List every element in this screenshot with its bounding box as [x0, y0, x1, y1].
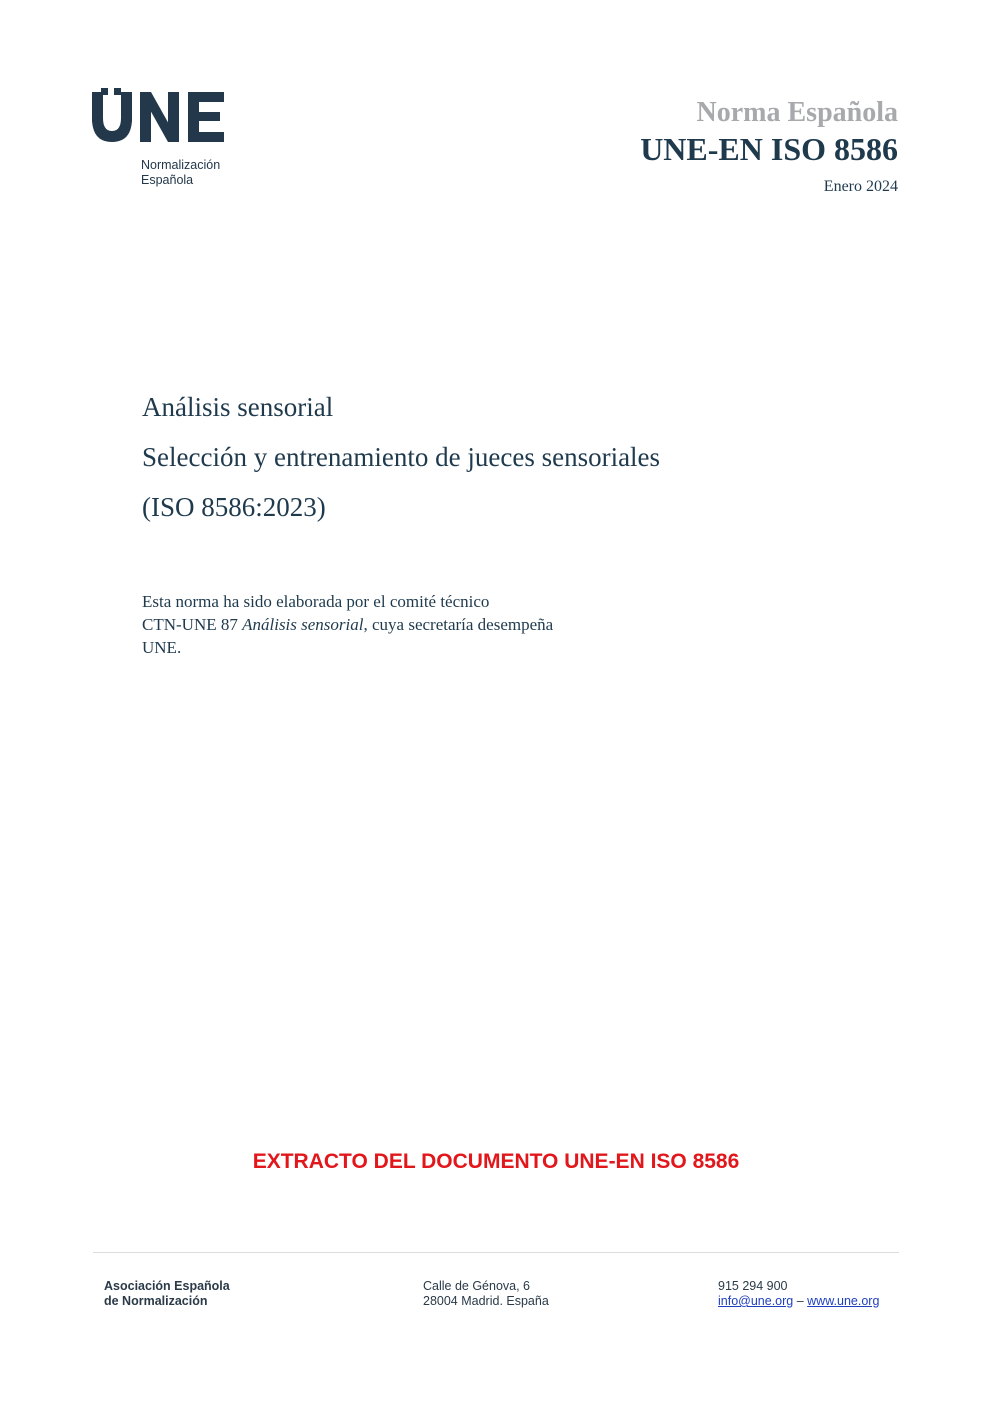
footer-org-line2: de Normalización — [104, 1294, 208, 1308]
footer-contact — [718, 1279, 879, 1309]
norma-label: Norma Española — [696, 97, 898, 128]
committee-name: Análisis sensorial — [242, 615, 364, 634]
logo-subtitle-line2: Española — [141, 173, 194, 187]
title-line-1: Análisis sensorial — [142, 392, 334, 422]
link-separator: – — [793, 1294, 808, 1308]
footer-divider — [93, 1252, 899, 1253]
email-link[interactable]: info@une.org — [718, 1294, 794, 1308]
extract-notice: EXTRACTO DEL DOCUMENTO UNE-EN ISO 8586 — [252, 1150, 740, 1173]
footer-links — [718, 1294, 879, 1309]
committee-line-3: UNE. — [142, 638, 182, 657]
logo-subtitle-line1: Normalización — [141, 158, 221, 172]
committee-line-1: Esta norma ha sido elaborada por el comité técnico — [142, 592, 490, 611]
website-link[interactable]: www.une.org — [807, 1294, 880, 1308]
logo-subtitle — [141, 158, 242, 188]
publication-date: Enero 2024 — [823, 178, 898, 195]
document-title — [142, 382, 660, 532]
committee-statement — [142, 590, 553, 659]
footer-address — [423, 1279, 549, 1309]
footer-phone: 915 294 900 — [718, 1279, 788, 1293]
footer-address-line2: 28004 Madrid. España — [423, 1294, 549, 1308]
une-logo — [92, 88, 242, 188]
committee-code: CTN-UNE 87 — [142, 615, 243, 634]
title-line-3: (ISO 8586:2023) — [142, 492, 326, 522]
title-line-2: Selección y entrenamiento de jueces sensoriales — [142, 442, 661, 472]
committee-line-2-suffix: , cuya secretaría desempeña — [363, 615, 554, 634]
header-right — [640, 96, 898, 196]
committee-line-2 — [142, 613, 553, 636]
footer-org-line1: Asociación Española — [104, 1279, 230, 1293]
standard-code: UNE-EN ISO 8586 — [640, 131, 898, 167]
footer-organization — [104, 1279, 230, 1309]
une-logo-mark — [92, 88, 228, 144]
footer-address-line1: Calle de Génova, 6 — [423, 1279, 531, 1293]
